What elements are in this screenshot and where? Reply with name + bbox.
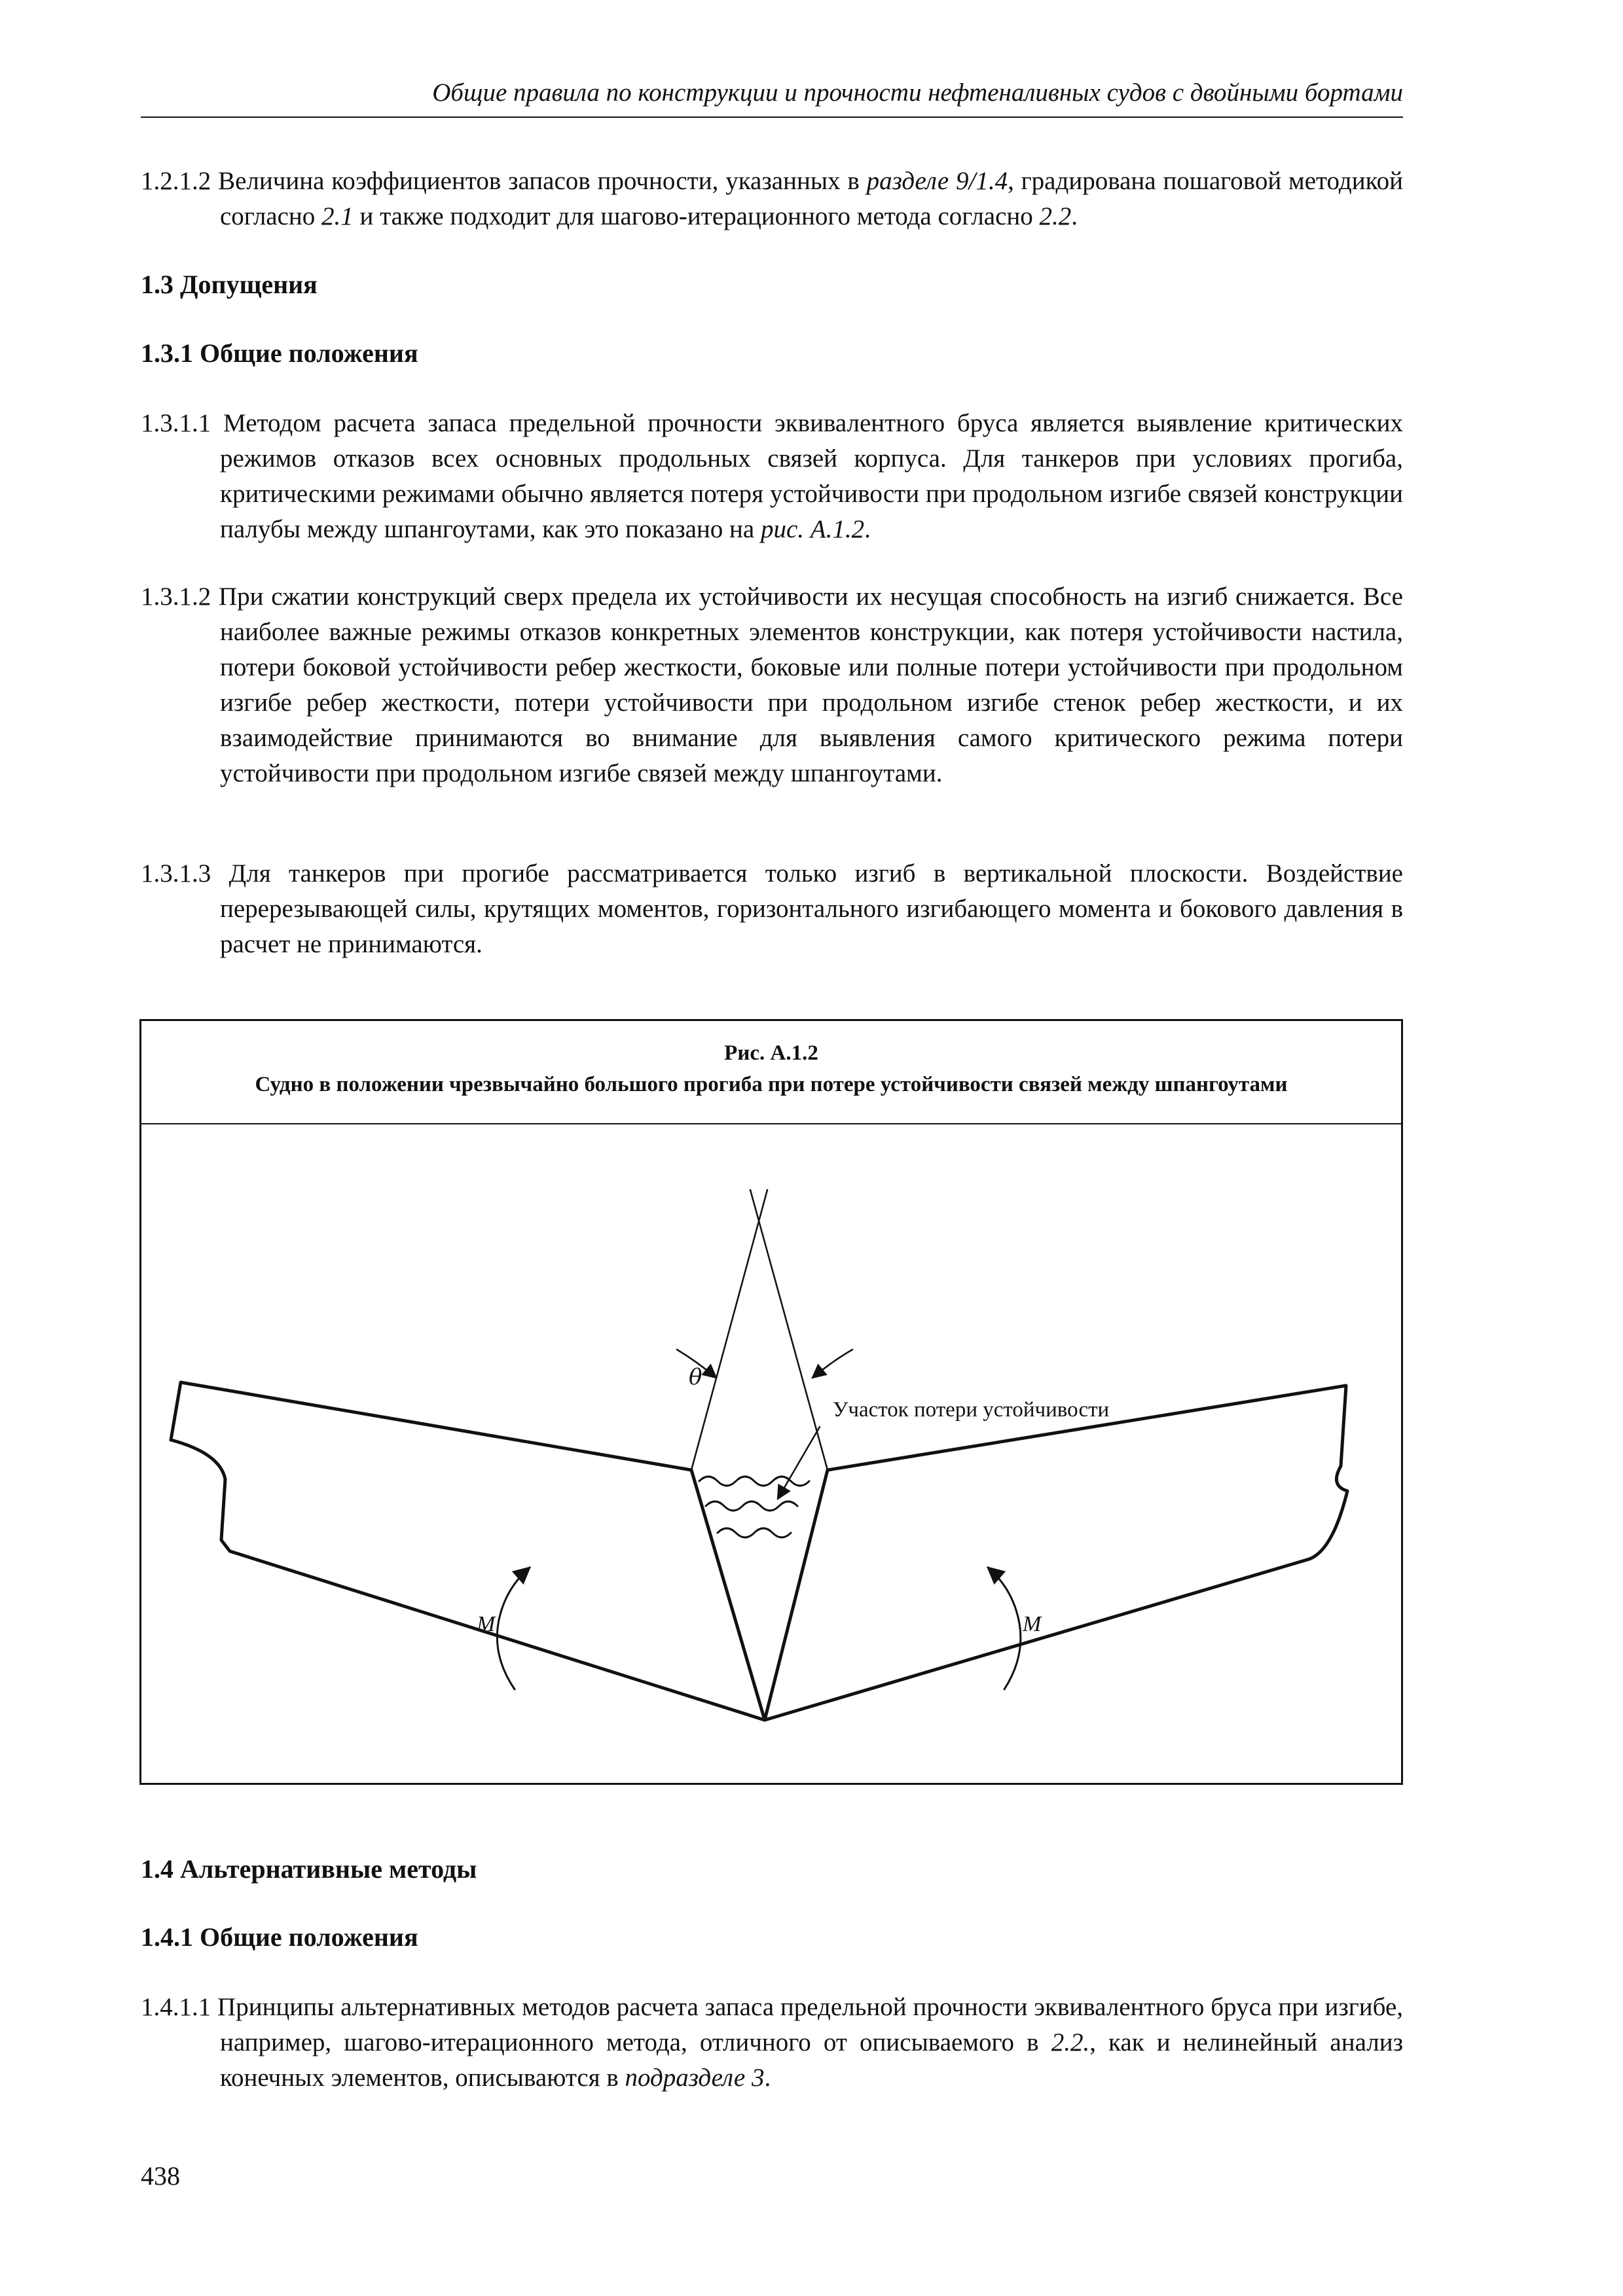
- right-hull-outline: [765, 1386, 1347, 1720]
- moment-label-right: M: [1023, 1612, 1042, 1636]
- paragraph-text: , как и нелинейный анализ конечных элементов, описываются в: [220, 2028, 1403, 2092]
- hull-sagging-diagram: [141, 1021, 1401, 1783]
- figure-frame: [139, 1019, 1403, 1785]
- left-hull-outline: [171, 1382, 765, 1720]
- paragraph-text: Принципы альтернативных методов расчета запаса предельной прочности эквивалентного бруса при изгибе, например, шагово-итерационного метода, отличного от описываемого в: [211, 1993, 1403, 2056]
- cross-reference: подразделе 3: [625, 2064, 765, 2092]
- section-heading-1-4: 1.4 Альтернативные методы: [141, 1854, 477, 1884]
- paragraph-text: , градирована пошаговой методикой согласно: [220, 167, 1403, 230]
- buckling-zone-label: Участок потери устойчивости: [833, 1398, 1110, 1422]
- cross-reference: 2.2.: [1051, 2028, 1090, 2056]
- projection-line-right: [750, 1190, 828, 1470]
- paragraph-text: .: [864, 515, 871, 543]
- paragraph-number: 1.3.1.2: [141, 583, 211, 611]
- buckling-wave-1: [699, 1477, 809, 1486]
- paragraph-number: 1.3.1.3: [141, 859, 211, 888]
- paragraph-1-4-1-1: [141, 1990, 1403, 2096]
- paragraph-1-3-1-3: [141, 856, 1403, 962]
- paragraph-number: 1.3.1.1: [141, 409, 211, 437]
- moment-arrow-right: [988, 1568, 1021, 1689]
- projection-line-left: [691, 1190, 767, 1470]
- paragraph-number: 1.4.1.1: [141, 1993, 211, 2021]
- cross-reference: рис. А.1.2: [761, 515, 865, 543]
- paragraph-1-3-1-1: [141, 406, 1403, 547]
- paragraph-text: Методом расчета запаса предельной прочности эквивалентного бруса является выявление критических режимов отказов всех основных продольных связей корпуса. Для танкеров при условиях прогиба, критическими режимами обычно является потеря устойчивости при продольном изгибе связей конструкции палубы между шпангоутами, как это показано на: [211, 409, 1403, 543]
- paragraph-text: .: [1071, 202, 1078, 230]
- section-heading-1-3-1: 1.3.1 Общие положения: [141, 338, 418, 368]
- moment-label-left: M: [477, 1612, 496, 1636]
- header-rule: [141, 117, 1403, 118]
- paragraph-text: и также подходит для шагово-итерационного метода согласно: [353, 202, 1040, 230]
- paragraph-1-2-1-2: [141, 164, 1403, 234]
- theta-arrow-right: [812, 1350, 852, 1378]
- section-heading-1-4-1: 1.4.1 Общие положения: [141, 1922, 418, 1952]
- buckling-wave-3: [718, 1528, 791, 1537]
- paragraph-text: Для танкеров при прогибе рассматривается только изгиб в вертикальной плоскости. Воздействие перерезывающей силы, крутящих моментов, горизонтального изгибающего момента и бокового давления в расчет не принимаются.: [211, 859, 1403, 958]
- running-header: Общие правила по конструкции и прочности нефтеналивных судов с двойными бортами: [432, 79, 1403, 107]
- page-number: 438: [141, 2161, 180, 2191]
- cross-reference: 2.2: [1039, 202, 1072, 230]
- paragraph-number: 1.2.1.2: [141, 167, 211, 195]
- paragraph-text: .: [764, 2064, 771, 2092]
- figure-title: Судно в положении чрезвычайно большого прогиба при потере устойчивости связей между шпангоутами: [255, 1073, 1288, 1096]
- paragraph-text: При сжатии конструкций сверх предела их устойчивости их несущая способность на изгиб снижается. Все наиболее важные режимы отказов конкретных элементов конструкции, как потеря устойчивости настила, потери боковой устойчивости ребер жесткости, боковые или полные потери устойчивости при продольном изгибе ребер жесткости, потери устойчивости при продольном изгибе стенок ребер жесткости, и их взаимодействие принимаются во внимание для выявления самого критического режима потери устойчивости при продольном изгибе связей между шпангоутами.: [211, 583, 1403, 787]
- section-heading-1-3: 1.3 Допущения: [141, 270, 318, 299]
- buckling-leader-line: [778, 1427, 820, 1499]
- cross-reference: 2.1: [321, 202, 354, 230]
- moment-arrow-left: [497, 1568, 530, 1689]
- paragraph-text: Величина коэффициентов запасов прочности, указанных в: [211, 167, 867, 195]
- theta-label: θ: [689, 1364, 702, 1390]
- buckling-wave-2: [706, 1501, 797, 1511]
- paragraph-1-3-1-2: [141, 579, 1403, 791]
- cross-reference: разделе 9/1.4: [866, 167, 1008, 195]
- figure-number: Рис. А.1.2: [724, 1041, 818, 1065]
